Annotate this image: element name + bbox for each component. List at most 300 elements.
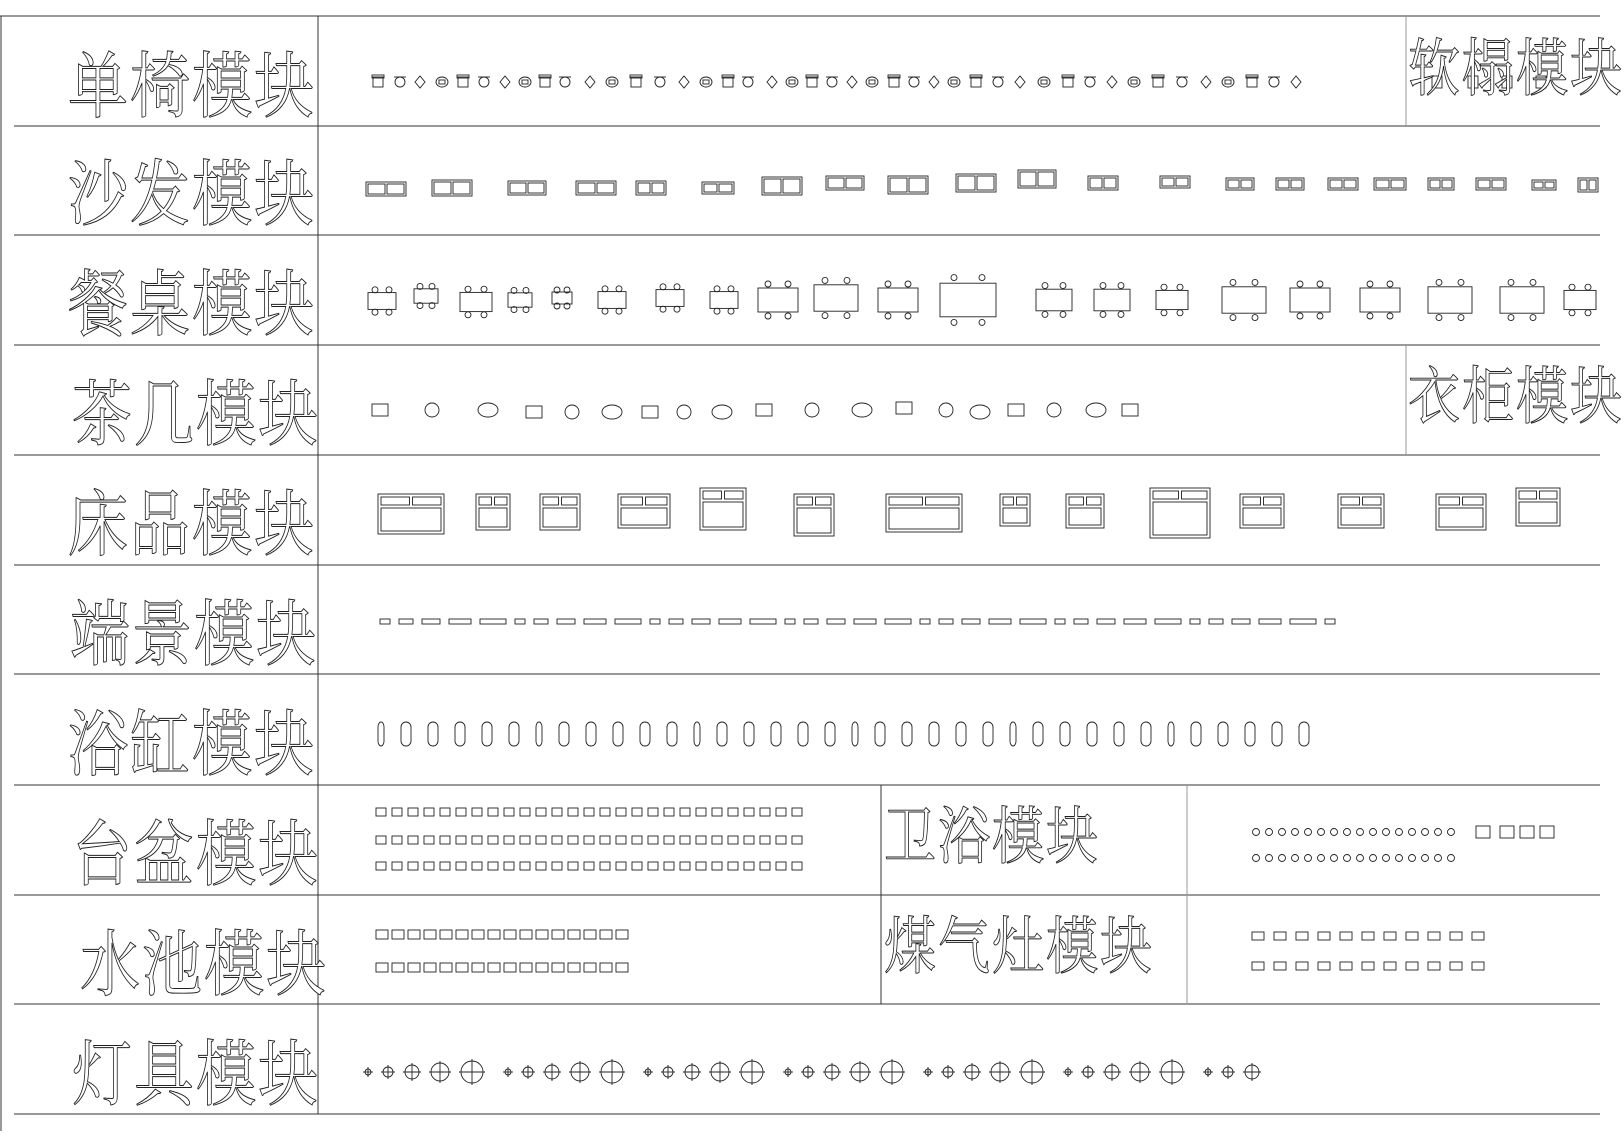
console-symbol (1259, 619, 1281, 624)
blanket-symbol (1153, 502, 1207, 535)
coffee-table-symbol (1008, 404, 1024, 416)
chair-symbol (743, 77, 753, 87)
sofa-symbol (638, 183, 650, 193)
toilet-symbol (1422, 829, 1429, 836)
sofa-symbol (1291, 180, 1302, 188)
sofa-symbol (1580, 180, 1587, 190)
console-symbol (1124, 619, 1146, 624)
dining-chair-symbol (844, 277, 850, 283)
basin-symbol (504, 836, 514, 844)
row-label-dining-table: 餐桌模块 (68, 263, 316, 348)
toilet-symbol (1500, 826, 1514, 838)
bathtub-symbol (825, 722, 835, 746)
toilet-symbol (1409, 829, 1416, 836)
basin-symbol (632, 836, 642, 844)
sink-symbol (440, 930, 452, 939)
console-symbol (380, 619, 390, 624)
chair-symbol (436, 77, 448, 87)
bathtub-symbol (1141, 722, 1151, 746)
blanket-symbol (1519, 502, 1557, 523)
bed-symbol (540, 494, 580, 530)
pillow-symbol (621, 497, 643, 505)
basin-symbol (392, 808, 402, 816)
pillow-symbol (1069, 497, 1084, 505)
chair-symbol (1107, 76, 1117, 88)
chair-symbol (767, 76, 777, 88)
dining-chair-symbol (465, 286, 471, 292)
coffee-table-symbol (852, 403, 872, 417)
basin-symbol (536, 836, 546, 844)
chair-symbol (655, 77, 665, 87)
toilet-symbol (1396, 855, 1403, 862)
gas-stove-symbol (1340, 962, 1352, 970)
sink-symbol (456, 963, 468, 972)
basin-symbol (648, 836, 658, 844)
dining-chair-symbol (1387, 313, 1393, 319)
console-symbol (534, 619, 548, 624)
dining-chair-symbol (1060, 311, 1066, 317)
dining-table-symbol (940, 283, 996, 317)
toilet-symbol (1520, 826, 1534, 838)
row-label-bedding: 床品模块 (68, 483, 316, 568)
chair-symbol (951, 80, 957, 84)
dining-table-symbol (1094, 289, 1130, 311)
console-symbol (939, 619, 953, 624)
basin-symbol (776, 836, 786, 844)
toilet-symbol (1540, 826, 1554, 838)
bathtub-symbol (1114, 722, 1124, 746)
basin-symbol (552, 862, 562, 870)
sofa-symbol (387, 184, 404, 194)
sink-symbol (552, 963, 564, 972)
dining-chair-symbol (386, 309, 392, 315)
dining-chair-symbol (1252, 279, 1258, 285)
chair-symbol (929, 76, 939, 88)
row-label-single-chair: 单椅模块 (68, 45, 316, 130)
sofa-symbol (1176, 178, 1188, 186)
dining-table-symbol (1428, 287, 1472, 313)
blanket-symbol (381, 508, 441, 531)
row-label-coffee-table: 茶几模块 (72, 373, 320, 458)
chair-symbol (806, 75, 818, 78)
blanket-symbol (703, 502, 743, 527)
blanket-symbol (797, 508, 831, 533)
toilet-symbol (1266, 829, 1273, 836)
sink-symbol (616, 930, 628, 939)
dining-table-symbol (368, 293, 396, 310)
bathtub-symbol (586, 722, 596, 746)
pillow-symbol (1363, 497, 1382, 505)
coffee-table-symbol (896, 402, 912, 414)
bathtub-symbol (640, 722, 650, 746)
console-symbol (692, 619, 710, 624)
basin-symbol (648, 808, 658, 816)
pillow-symbol (1153, 491, 1179, 499)
bed-symbol (1000, 494, 1030, 526)
gas-stove-symbol (1252, 962, 1264, 970)
basin-symbol (536, 808, 546, 816)
toilet-symbol (1318, 829, 1325, 836)
dining-chair-symbol (714, 308, 720, 314)
sink-symbol (536, 963, 548, 972)
basin-symbol (488, 836, 498, 844)
chair-symbol (395, 77, 405, 87)
row-label-wash-basin: 台盆模块 (72, 813, 320, 898)
bathtub-symbol (378, 722, 384, 746)
basin-symbol (392, 836, 402, 844)
chair-symbol (372, 75, 384, 78)
sofa-symbol (597, 183, 614, 193)
chair-symbol (560, 77, 570, 87)
gas-stove-symbol (1406, 962, 1418, 970)
console-symbol (422, 619, 440, 624)
bathtub-symbol (509, 722, 519, 746)
gas-stove-symbol (1472, 932, 1484, 940)
dining-chair-symbol (1161, 310, 1167, 316)
coffee-table-symbol (565, 405, 579, 419)
bed-symbol (1150, 488, 1210, 538)
gas-stove-symbol (1318, 932, 1330, 940)
dining-table-symbol (414, 289, 438, 303)
toilet-symbol (1370, 829, 1377, 836)
bathtub-symbol (717, 722, 727, 746)
pillow-symbol (1243, 497, 1261, 505)
bed-symbol (1516, 488, 1560, 526)
basin-symbol (712, 862, 722, 870)
basin-symbol (632, 862, 642, 870)
basin-symbol (648, 862, 658, 870)
row-label-lighting: 灯具模块 (72, 1033, 320, 1118)
chair-symbol (519, 77, 531, 87)
gas-stove-symbol (1384, 962, 1396, 970)
basin-symbol (744, 808, 754, 816)
dining-table-symbol (1290, 288, 1330, 312)
dining-chair-symbol (1387, 281, 1393, 287)
basin-symbol (408, 808, 418, 816)
dining-chair-symbol (885, 281, 891, 287)
dining-chair-symbol (765, 281, 771, 287)
sofa-symbol (1344, 180, 1356, 188)
pillow-symbol (1341, 497, 1360, 505)
basin-symbol (424, 808, 434, 816)
basin-symbol (680, 808, 690, 816)
blanket-symbol (1243, 508, 1281, 525)
console-symbol (804, 619, 818, 624)
chair-symbol (458, 77, 468, 87)
row-label-sofa: 沙发模块 (68, 153, 316, 238)
basin-symbol (456, 862, 466, 870)
toilet-symbol (1331, 855, 1338, 862)
dining-chair-symbol (1367, 281, 1373, 287)
basin-symbol (536, 862, 546, 870)
chair-symbol (439, 80, 445, 84)
chair-symbol (1041, 80, 1047, 84)
chair-symbol (1038, 77, 1050, 87)
sink-symbol (520, 963, 532, 972)
pillow-symbol (926, 497, 960, 505)
dining-chair-symbol (674, 284, 680, 290)
coffee-table-symbol (1047, 403, 1061, 417)
sink-symbol (504, 963, 516, 972)
dining-chair-symbol (465, 312, 471, 318)
sofa-symbol (1330, 180, 1342, 188)
dining-chair-symbol (1436, 315, 1442, 321)
bathtub-symbol (1033, 722, 1043, 746)
dining-chair-symbol (481, 286, 487, 292)
sofa-symbol (977, 176, 994, 190)
dining-table-symbol (552, 292, 572, 304)
toilet-symbol (1253, 855, 1260, 862)
dining-chair-symbol (1118, 311, 1124, 317)
dining-chair-symbol (905, 281, 911, 287)
sofa-symbol (453, 182, 470, 194)
chair-symbol (700, 77, 712, 87)
chair-symbol (1246, 75, 1258, 78)
basin-symbol (792, 862, 802, 870)
toilet-symbol (1435, 855, 1442, 862)
console-symbol (1155, 619, 1181, 624)
basin-symbol (456, 808, 466, 816)
sofa-symbol (1278, 180, 1289, 188)
pillow-symbol (725, 491, 744, 499)
toilet-symbol (1292, 829, 1299, 836)
dining-chair-symbol (951, 275, 957, 281)
bathtub-symbol (1168, 722, 1174, 746)
basin-symbol (760, 836, 770, 844)
dining-chair-symbol (1060, 283, 1066, 289)
console-symbol (584, 619, 606, 624)
basin-symbol (584, 808, 594, 816)
basin-symbol (696, 808, 706, 816)
pillow-symbol (1463, 497, 1484, 505)
dining-table-symbol (1156, 290, 1188, 309)
dining-chair-symbol (844, 313, 850, 319)
sofa-symbol (764, 179, 781, 193)
sink-symbol (424, 963, 436, 972)
bathtub-symbol (1087, 722, 1097, 746)
gas-stove-symbol (1472, 962, 1484, 970)
gas-stove-symbol (1450, 932, 1462, 940)
sink-symbol (568, 963, 580, 972)
console-symbol (1232, 619, 1250, 624)
chair-symbol (1153, 77, 1163, 87)
dining-chair-symbol (386, 287, 392, 293)
sink-symbol (584, 963, 596, 972)
dining-chair-symbol (616, 286, 622, 292)
toilet-symbol (1422, 855, 1429, 862)
bathtub-symbol (482, 722, 492, 746)
chair-symbol (606, 77, 618, 87)
gas-stove-symbol (1252, 932, 1264, 940)
pillow-symbol (381, 497, 410, 505)
sink-symbol (536, 930, 548, 939)
basin-symbol (664, 808, 674, 816)
coffee-table-symbol (425, 403, 439, 417)
dining-chair-symbol (1317, 281, 1323, 287)
chair-symbol (1222, 77, 1234, 87)
basin-symbol (472, 836, 482, 844)
dining-chair-symbol (616, 308, 622, 314)
chair-symbol (866, 77, 878, 87)
dining-chair-symbol (1042, 311, 1048, 317)
bed-symbol (886, 494, 962, 532)
basin-symbol (792, 808, 802, 816)
basin-symbol (776, 862, 786, 870)
console-symbol (669, 619, 683, 624)
console-symbol (1055, 619, 1065, 624)
console-symbol (399, 619, 413, 624)
dining-chair-symbol (602, 308, 608, 314)
sink-symbol (472, 963, 484, 972)
chair-symbol (786, 77, 798, 87)
sink-symbol (552, 930, 564, 939)
sofa-symbol (890, 178, 907, 192)
sofa-symbol (1532, 180, 1556, 190)
sofa-symbol (1104, 178, 1116, 188)
chair-symbol (1152, 75, 1164, 78)
basin-symbol (408, 862, 418, 870)
pillow-symbol (889, 497, 923, 505)
pillow-symbol (562, 497, 578, 505)
sink-symbol (376, 930, 388, 939)
basin-symbol (424, 862, 434, 870)
dining-chair-symbol (1118, 283, 1124, 289)
dining-chair-symbol (765, 313, 771, 319)
row-label-bathtub: 浴缸模块 (68, 703, 316, 788)
gas-stove-symbol (1274, 962, 1286, 970)
console-symbol (1209, 619, 1223, 624)
dining-chair-symbol (1042, 283, 1048, 289)
chair-symbol (373, 77, 383, 87)
dining-chair-symbol (979, 275, 985, 281)
chair-symbol (1291, 76, 1301, 88)
sofa-symbol (510, 183, 526, 193)
dining-chair-symbol (1367, 313, 1373, 319)
dining-chair-symbol (1230, 279, 1236, 285)
chair-symbol (500, 76, 510, 88)
basin-symbol (504, 862, 514, 870)
basin-symbol (424, 836, 434, 844)
bathtub-symbol (1191, 722, 1201, 746)
gas-stove-symbol (1428, 962, 1440, 970)
dining-chair-symbol (1317, 313, 1323, 319)
chair-symbol (631, 77, 641, 87)
bathtub-symbol (667, 722, 677, 746)
basin-symbol (376, 836, 386, 844)
basin-symbol (440, 808, 450, 816)
basin-symbol (616, 836, 626, 844)
sofa-symbol (1478, 180, 1490, 188)
row-label-sink: 水池模块 (80, 923, 328, 1008)
basin-symbol (552, 808, 562, 816)
chair-symbol (630, 75, 642, 78)
console-symbol (885, 619, 911, 624)
dining-chair-symbol (714, 286, 720, 292)
pillow-symbol (413, 497, 442, 505)
dining-chair-symbol (979, 319, 985, 325)
bathtub-symbol (1245, 722, 1255, 746)
pillow-symbol (1439, 497, 1460, 505)
basin-symbol (552, 836, 562, 844)
bed-symbol (794, 494, 834, 536)
sink-symbol (616, 963, 628, 972)
sofa-symbol (1391, 180, 1404, 188)
toilet-symbol (1476, 826, 1490, 838)
toilet-symbol (1344, 855, 1351, 862)
pillow-symbol (1087, 497, 1102, 505)
blanket-symbol (479, 508, 507, 527)
sofa-symbol (1442, 180, 1452, 188)
sofa-symbol (652, 183, 664, 193)
dining-chair-symbol (1508, 279, 1514, 285)
pillow-symbol (703, 491, 722, 499)
gas-stove-symbol (1362, 932, 1374, 940)
toilet-symbol (1409, 855, 1416, 862)
dining-table-symbol (710, 292, 738, 309)
console-symbol (557, 619, 575, 624)
bathtub-symbol (1299, 722, 1309, 746)
dining-chair-symbol (1585, 310, 1591, 316)
chair-symbol (1062, 75, 1074, 78)
dining-chair-symbol (1569, 310, 1575, 316)
bed-symbol (378, 494, 444, 534)
dining-chair-symbol (885, 313, 891, 319)
sofa-symbol (783, 179, 800, 193)
basin-symbol (696, 836, 706, 844)
bed-symbol (1240, 494, 1284, 528)
chair-symbol (1177, 77, 1187, 87)
bed-symbol (1436, 494, 1486, 530)
pillow-symbol (479, 497, 492, 505)
gas-stove-symbol (1318, 962, 1330, 970)
bathtub-symbol (902, 722, 912, 746)
chair-symbol (889, 77, 899, 87)
gas-stove-symbol (1296, 962, 1308, 970)
sink-symbol (456, 930, 468, 939)
dining-chair-symbol (905, 313, 911, 319)
pillow-symbol (816, 497, 832, 505)
toilet-symbol (1357, 829, 1364, 836)
blanket-symbol (1069, 508, 1101, 525)
toilet-symbol (1448, 829, 1455, 836)
chair-symbol (415, 76, 425, 88)
gas-stove-symbol (1296, 932, 1308, 940)
basin-symbol (376, 808, 386, 816)
inset-label-bathroom: 卫浴模块 (884, 801, 1101, 874)
console-symbol (719, 619, 741, 624)
basin-symbol (760, 808, 770, 816)
console-symbol (854, 619, 876, 624)
dining-chair-symbol (822, 313, 828, 319)
chair-symbol (1063, 77, 1073, 87)
basin-symbol (696, 862, 706, 870)
dining-chair-symbol (1297, 281, 1303, 287)
sofa-symbol (956, 174, 996, 192)
dining-chair-symbol (951, 319, 957, 325)
console-symbol (1190, 619, 1200, 624)
toilet-symbol (1305, 855, 1312, 862)
bathtub-symbol (428, 722, 438, 746)
coffee-table-symbol (677, 405, 691, 419)
gas-stove-symbol (1274, 932, 1286, 940)
sink-symbol (424, 930, 436, 939)
console-symbol (827, 619, 845, 624)
dining-chair-symbol (1530, 315, 1536, 321)
pillow-symbol (1017, 497, 1028, 505)
sofa-symbol (1545, 182, 1554, 188)
row-label-end-view: 端景模块 (70, 593, 318, 678)
gas-stove-symbol (1362, 962, 1374, 970)
